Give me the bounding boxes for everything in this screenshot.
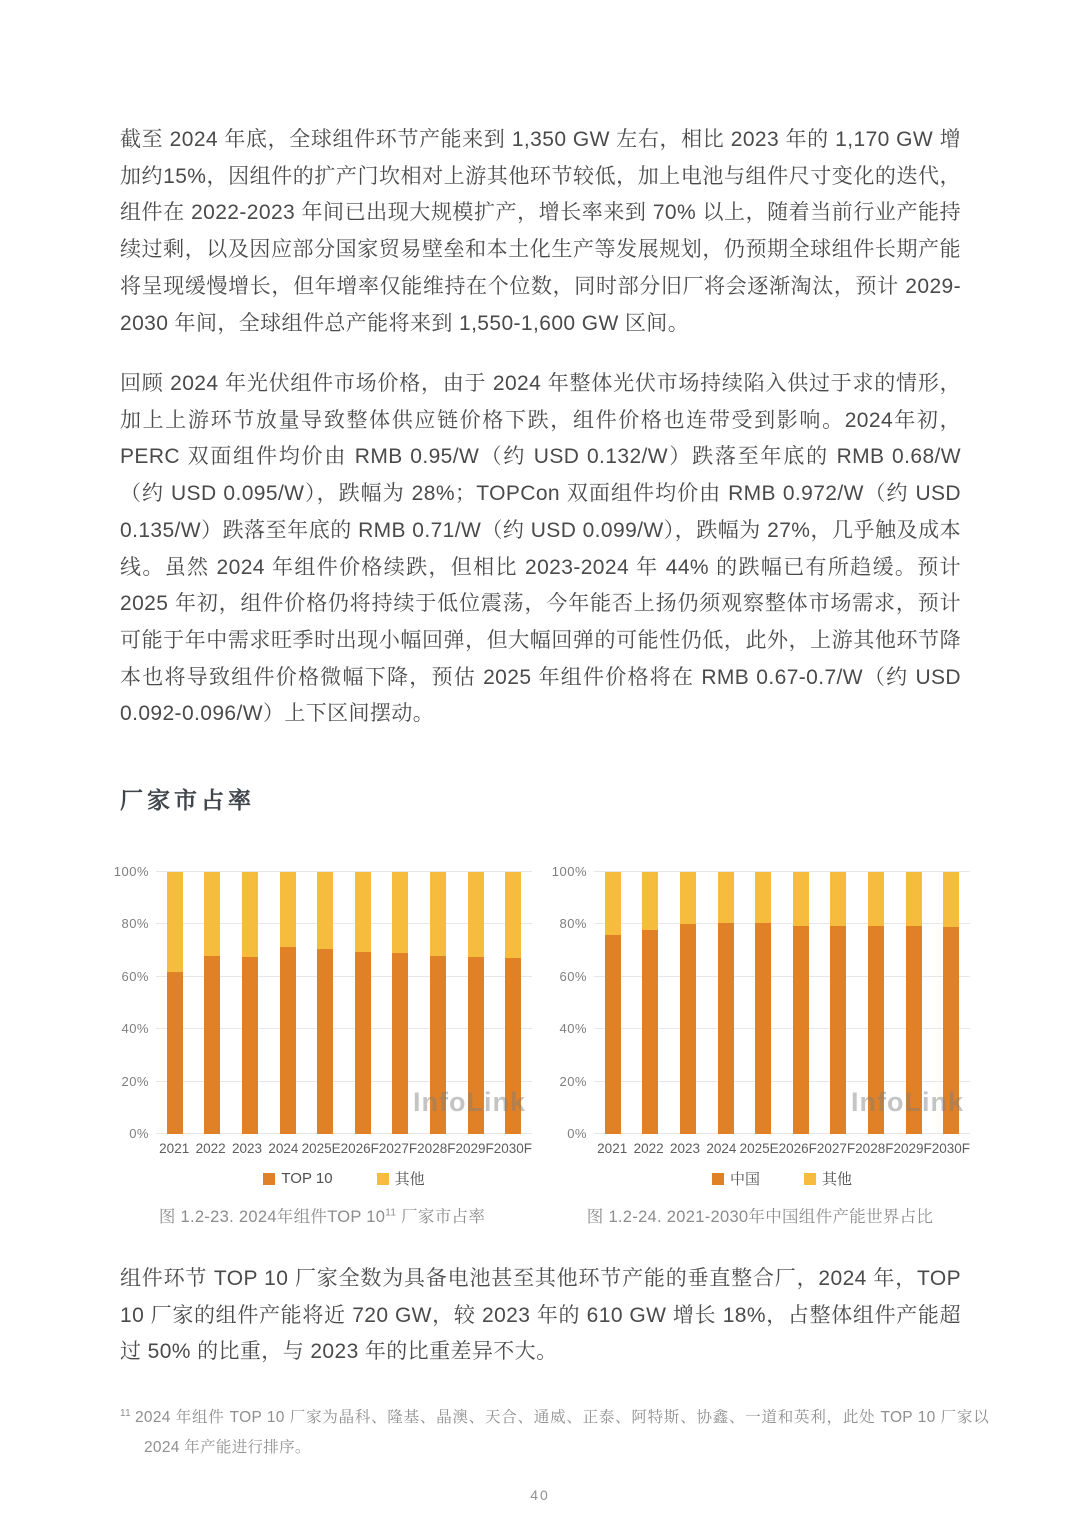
x-axis-label: 2027F bbox=[378, 1141, 418, 1156]
legend-label-top10: TOP 10 bbox=[281, 1170, 333, 1187]
stacked-bar-2021 bbox=[167, 872, 183, 1134]
bar-segment-china bbox=[793, 926, 809, 1134]
x-axis-label: 2024 bbox=[268, 1141, 299, 1156]
paragraph-top10-capacity: 组件环节 TOP 10 厂家全数为具备电池甚至其他环节产能的垂直整合厂，2024 年，TOP 10 厂家的组件产能将近 720 GW，较 2023 年的 610 GW 增长 18%，占整体组件产能超过 50% 的比重，与 2023 年的比重差异不大。 bbox=[120, 1267, 961, 1364]
x-axis-label: 2030F bbox=[493, 1141, 533, 1156]
chart-china-capacity-share bbox=[550, 864, 971, 1189]
legend-label-others: 其他 bbox=[394, 1171, 425, 1188]
x-axis-label: 2029F bbox=[455, 1141, 494, 1156]
bar-segment-others bbox=[755, 872, 771, 923]
bar-segment-others bbox=[167, 872, 183, 972]
bar-segment-others bbox=[317, 872, 333, 949]
stacked-bar-2026f bbox=[793, 872, 809, 1134]
section-heading-market-share: 厂家市占率 bbox=[120, 787, 255, 813]
bar-segment-others bbox=[355, 872, 371, 952]
stacked-bar-2027f bbox=[830, 872, 846, 1134]
plot-row bbox=[550, 864, 970, 1141]
y-axis bbox=[550, 864, 594, 1141]
y-axis-tick-label: 0% bbox=[129, 1126, 149, 1141]
bar-segment-top10 bbox=[167, 972, 183, 1134]
y-axis-tick-label: 40% bbox=[559, 1021, 587, 1037]
y-axis-tick-label: 20% bbox=[121, 1073, 149, 1089]
bar-slot bbox=[344, 872, 382, 1134]
bar-segment-others bbox=[280, 872, 296, 947]
stacked-bar-2023 bbox=[242, 872, 258, 1134]
bar-segment-top10 bbox=[204, 956, 220, 1134]
stacked-bar-2025e bbox=[317, 872, 333, 1134]
stacked-bar-2022 bbox=[642, 872, 658, 1134]
x-axis-label: 2028F bbox=[417, 1141, 456, 1156]
bar-segment-china bbox=[642, 930, 658, 1134]
chart-legend bbox=[594, 1168, 970, 1189]
x-axis bbox=[156, 1141, 532, 1156]
bar-segment-others bbox=[605, 872, 621, 935]
bar-segment-others bbox=[793, 872, 809, 926]
bar-segment-others bbox=[830, 872, 846, 926]
stacked-bar-2024 bbox=[718, 872, 734, 1134]
x-axis-label: 2021 bbox=[597, 1141, 628, 1156]
bar-slot bbox=[156, 872, 194, 1134]
plot-row bbox=[112, 864, 532, 1141]
paragraph-capacity-overview: 截至 2024 年底，全球组件环节产能来到 1,350 GW 左右，相比 2023 年的 1,170 GW 增加约15%，因组件的扩产门坎相对上游其他环节较低，加上电池与组件尺寸变化的迭代，组件在 2022-2023 年间已出现大规模扩产，增长率来到 70% 以上，随着当前行业产能持续过剩，以及因应部分国家贸易壁垒和本土化生产等发展规划，仍预期全球组件长期产能将呈现缓慢增长，但年增率仅能维持在个位数，同时部分旧厂将会逐渐淘汰，预计 2029-2030 年间，全球组件总产能将来到 1,550-1,600 GW 区间。 bbox=[120, 128, 961, 335]
x-axis-label: 2022 bbox=[195, 1141, 226, 1156]
x-axis-label: 2023 bbox=[231, 1141, 262, 1156]
bar-segment-china bbox=[755, 923, 771, 1134]
bar-slot bbox=[594, 872, 632, 1134]
bar-segment-others bbox=[204, 872, 220, 956]
x-axis-label: 2021 bbox=[159, 1141, 190, 1156]
legend-item-others bbox=[377, 1168, 425, 1189]
footnote-marker: 11 bbox=[120, 1408, 131, 1419]
bar-segment-china bbox=[718, 923, 734, 1134]
x-axis-label: 2030F bbox=[931, 1141, 971, 1156]
legend-label-china: 中国 bbox=[729, 1171, 760, 1188]
legend-item-others bbox=[804, 1168, 852, 1189]
x-axis-label: 2029F bbox=[893, 1141, 932, 1156]
y-axis-tick-label: 60% bbox=[559, 968, 587, 984]
footnote bbox=[120, 1399, 989, 1463]
bar-segment-others bbox=[642, 872, 658, 930]
chart-top10-market-share bbox=[112, 864, 533, 1189]
bar-slot bbox=[306, 872, 344, 1134]
x-axis-label: 2028F bbox=[855, 1141, 894, 1156]
x-axis-label: 2027F bbox=[816, 1141, 856, 1156]
bar-segment-others bbox=[505, 872, 521, 958]
bar-segment-others bbox=[468, 872, 484, 957]
bar-segment-others bbox=[718, 872, 734, 923]
caption-left-suffix: 厂家市占率 bbox=[396, 1208, 486, 1226]
bar-slot bbox=[707, 872, 745, 1134]
x-axis-label: 2022 bbox=[633, 1141, 664, 1156]
plot-area bbox=[156, 872, 532, 1134]
bar-segment-top10 bbox=[242, 957, 258, 1134]
legend-swatch-others bbox=[804, 1173, 816, 1185]
legend-item-top10 bbox=[263, 1168, 332, 1189]
legend-item-china bbox=[712, 1168, 760, 1189]
caption-left-text: 图 1.2-23. 2024年组件TOP 10 bbox=[158, 1208, 386, 1226]
plot-area bbox=[594, 872, 970, 1134]
x-axis-label: 2026F bbox=[340, 1141, 379, 1156]
stacked-bar-2025e bbox=[755, 872, 771, 1134]
infolink-watermark: InfoLink bbox=[413, 1087, 526, 1117]
bar-segment-others bbox=[392, 872, 408, 953]
bar-segment-top10 bbox=[317, 949, 333, 1134]
y-axis-tick-label: 100% bbox=[551, 864, 587, 879]
legend-label-others: 其他 bbox=[822, 1171, 853, 1188]
bar-segment-top10 bbox=[355, 952, 371, 1134]
bar-segment-others bbox=[680, 872, 696, 924]
bar-slot bbox=[744, 872, 782, 1134]
legend-swatch-china bbox=[712, 1173, 724, 1185]
x-axis-label: 2025E bbox=[301, 1141, 341, 1156]
x-axis-label: 2023 bbox=[669, 1141, 700, 1156]
stacked-bar-2026f bbox=[355, 872, 371, 1134]
stacked-bar-2023 bbox=[680, 872, 696, 1134]
paragraph-price-review: 回顾 2024 年光伏组件市场价格，由于 2024 年整体光伏市场持续陷入供过于求的情形，加上上游环节放量导致整体供应链价格下跌，组件价格也连带受到影响。2024年初，PERC 双面组件均价由 RMB 0.95/W（约 USD 0.132/W）跌落至年底的 RMB 0.68/W（约 USD 0.095/W），跌幅为 28%；TOPCon 双面组件均价由 RMB 0.972/W（约 USD 0.135/W）跌落至年底的 RMB 0.71/W（约 USD 0.099/W），跌幅为 27%，几乎触及成本线。虽然 2024 年组件价格续跌，但相比 2023-2024 年 44% 的跌幅已有所趋缓。预计 2025 年初，组件价格仍将持续于低位震荡，今年能否上扬仍须观察整体市场需求，预计可能于年中需求旺季时出现小幅回弹，但大幅回弹的可能性仍低，此外，上游其他环节降本也将导致组件价格微幅下降，预估 2025 年组件价格将在 RMB 0.67-0.7/W（约 USD 0.092-0.096/W）上下区间摆动。 bbox=[120, 372, 961, 726]
chart-legend bbox=[156, 1168, 532, 1189]
bar-slot bbox=[269, 872, 307, 1134]
stacked-bar-2022 bbox=[204, 872, 220, 1134]
bar-segment-others bbox=[430, 872, 446, 956]
bar-segment-china bbox=[605, 935, 621, 1134]
legend-swatch-top10 bbox=[263, 1173, 275, 1185]
stacked-bar-2027f bbox=[392, 872, 408, 1134]
y-axis-tick-label: 20% bbox=[559, 1073, 587, 1089]
figure-caption-right: 图 1.2-24. 2021-2030年中国组件产能世界占比 bbox=[586, 1208, 934, 1226]
bar-segment-others bbox=[868, 872, 884, 926]
y-axis-tick-label: 80% bbox=[121, 916, 149, 932]
y-axis-tick-label: 0% bbox=[567, 1126, 587, 1141]
stacked-bar-2021 bbox=[605, 872, 621, 1134]
bar-segment-china bbox=[680, 924, 696, 1134]
y-axis bbox=[112, 864, 156, 1141]
bar-segment-others bbox=[242, 872, 258, 957]
stacked-bar-2024 bbox=[280, 872, 296, 1134]
x-axis bbox=[594, 1141, 970, 1156]
caption-left-footnote-ref: 11 bbox=[385, 1207, 397, 1219]
x-axis-label: 2025E bbox=[739, 1141, 779, 1156]
bar-segment-china bbox=[830, 926, 846, 1134]
page-number: 40 bbox=[530, 1487, 550, 1503]
y-axis-tick-label: 40% bbox=[121, 1021, 149, 1037]
bar-slot bbox=[632, 872, 670, 1134]
figure-caption-left bbox=[112, 1203, 532, 1227]
bar-slot bbox=[782, 872, 820, 1134]
bar-segment-others bbox=[943, 872, 959, 927]
legend-swatch-others bbox=[377, 1173, 389, 1185]
y-axis-tick-label: 60% bbox=[121, 968, 149, 984]
bar-segment-top10 bbox=[392, 953, 408, 1134]
bar-slot bbox=[669, 872, 707, 1134]
captions-row bbox=[112, 1203, 970, 1227]
bar-slot bbox=[231, 872, 269, 1134]
x-axis-label: 2024 bbox=[706, 1141, 737, 1156]
y-axis-tick-label: 80% bbox=[559, 916, 587, 932]
charts-row bbox=[112, 864, 971, 1189]
bar-slot bbox=[194, 872, 232, 1134]
bar-segment-top10 bbox=[280, 947, 296, 1134]
footnote-text: 2024 年组件 TOP 10 厂家为晶科、隆基、晶澳、天合、通威、正泰、阿特斯、协鑫、一道和英利，此处 TOP 10 厂家以 2024 年产能进行排序。 bbox=[134, 1409, 989, 1457]
bar-segment-others bbox=[906, 872, 922, 926]
y-axis-tick-label: 100% bbox=[113, 864, 149, 879]
x-axis-label: 2026F bbox=[778, 1141, 817, 1156]
infolink-watermark: InfoLink bbox=[851, 1087, 964, 1117]
